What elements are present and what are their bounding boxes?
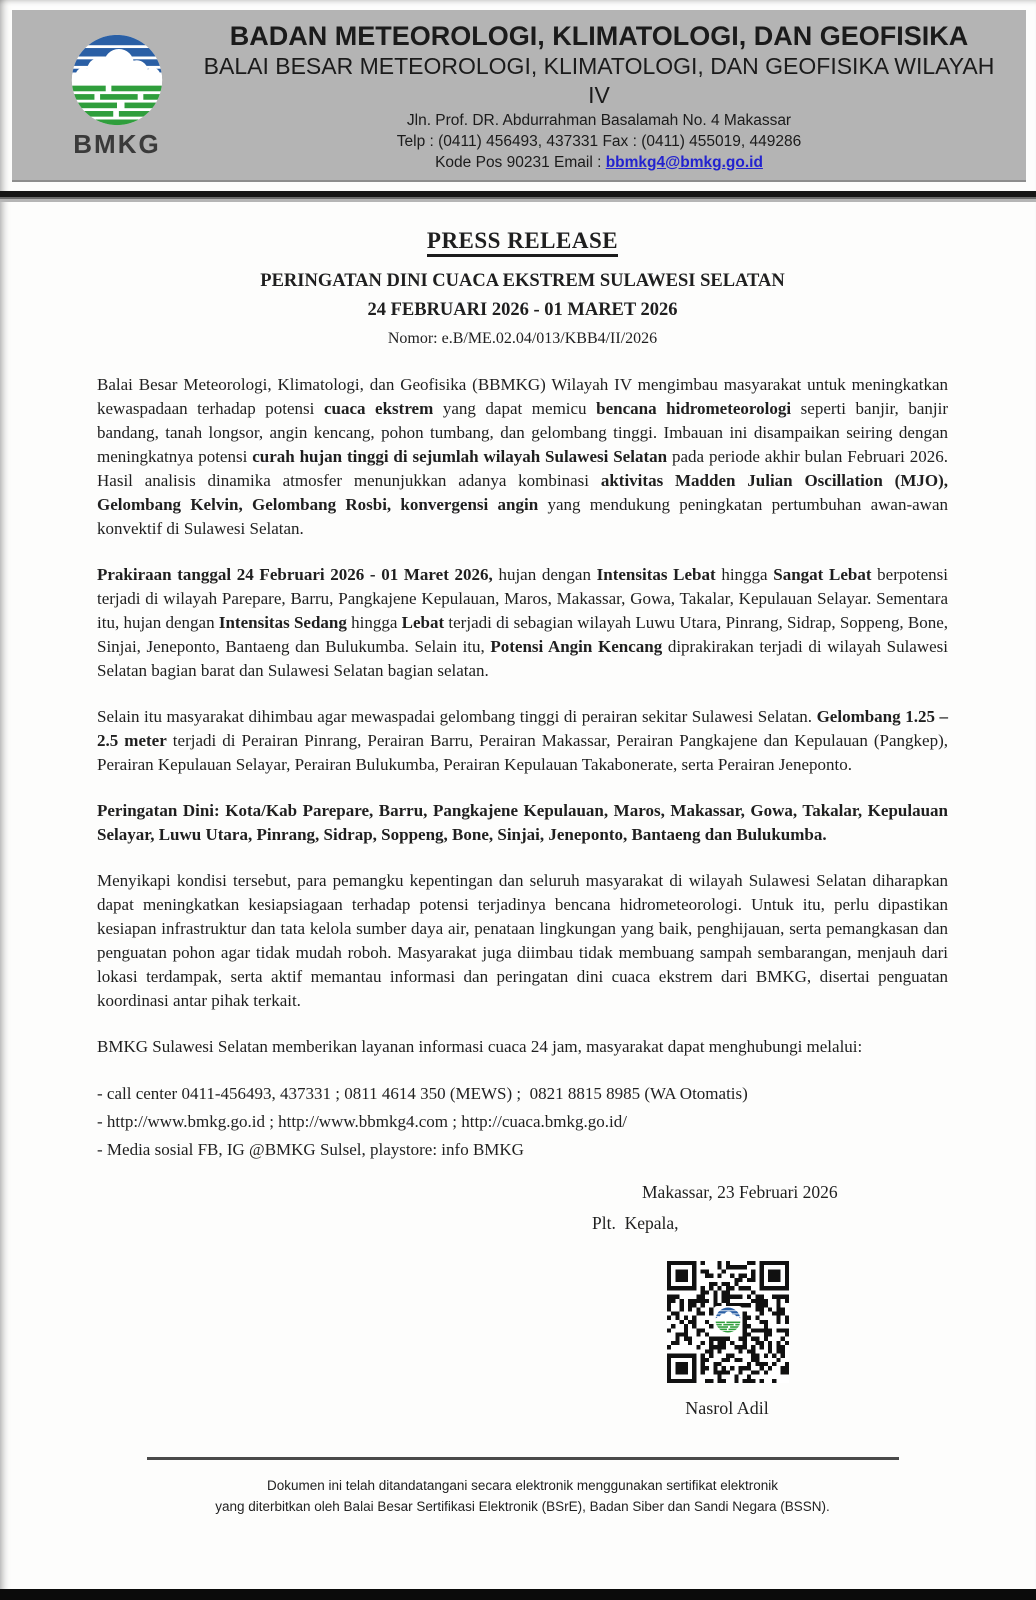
contact-websites: - http://www.bmkg.go.id ; http://www.bbmkg4.com ; http://cuaca.bmkg.go.id/: [97, 1112, 627, 1131]
bmkg-logo-caption: BMKG: [73, 128, 161, 159]
contact-call-center: - call center 0411-456493, 437331 ; 0811 4614 350 (MEWS) ; 0821 8815 8985 (WA Otomatis): [97, 1084, 748, 1103]
letterhead-text: [192, 20, 1006, 173]
contact-social-media: - Media sosial FB, IG @BMKG Sulsel, playstore: info BMKG: [97, 1140, 524, 1159]
qr-center-bmkg-logo-icon: [714, 1306, 742, 1334]
org-address: Jln. Prof. DR. Abdurrahman Basalamah No. 4 Makassar: [406, 111, 792, 129]
org-name-line1: BADAN METEOROLOGI, KLIMATOLOGI, DAN GEOFISIKA: [229, 20, 969, 51]
contact-list: [97, 1080, 948, 1164]
bmkg-logo: [42, 33, 192, 160]
letterhead-divider: [0, 191, 1036, 202]
bmkg-logo-icon: [70, 33, 164, 127]
footer-line2: yang diterbitkan oleh Balai Besar Sertifikasi Elektronik (BSrE), Badan Siber dan Sandi Negara (BSSN).: [215, 1499, 830, 1514]
paragraph-recommendations: Menyikapi kondisi tersebut, para pemangku kepentingan dan seluruh masyarakat di wilayah Sulawesi Selatan diharapkan dapat meningkatkan kesiapsiagaan terhadap potensi terjadinya bencana hidrometeorologi. Untuk itu, perlu dipastikan kesiapan infrastruktur dan tata kelola sumber daya air, penataan lingkungan yang baik, penghijauan, serta pemangkasan dan penguatan pohon agar tidak mudah roboh. Masyarakat juga diimbau tidak membuang sampah sembarangan, menjauh dari lokasi terdampak, serta aktif memantau informasi dan peringatan dini cuaca ekstrem dari BMKG, disertai penguatan koordinasi antar pihak terkait.: [97, 871, 948, 1010]
org-postal-email: [192, 152, 1006, 173]
org-phone: Telp : (0411) 456493, 437331 Fax : (0411) 455019, 449286: [396, 132, 802, 150]
signature-name: Nasrol Adil: [685, 1398, 769, 1418]
paragraph-overview: Balai Besar Meteorologi, Klimatologi, dan Geofisika (BBMKG) Wilayah IV mengimbau masyarakat untuk meningkatkan kewaspadaan terhadap potensi cuaca ekstrem yang dapat memicu bencana hidrometeorologi seperti banjir, banjir bandang, tanah longsor, angin kencang, pohon tumbang, dan gelombang tinggi. Imbauan ini disampaikan seiring dengan meningkatnya potensi curah hujan tinggi di sejumlah wilayah Sulawesi Selatan pada periode akhir bulan Februari 2026. Hasil analisis dinamika atmosfer menunjukkan adanya kombinasi aktivitas Madden Julian Oscillation (MJO), Gelombang Kelvin, Gelombang Rosbi, konvergensi angin yang mendukung peningkatan pertumbuhan awan-awan konvektif di Sulawesi Selatan.: [97, 375, 948, 538]
document-period: 24 FEBRUARI 2026 - 01 MARET 2026: [367, 300, 678, 320]
signature-role: Plt. Kepala,: [592, 1213, 679, 1233]
document-number: Nomor: e.B/ME.02.04/013/KBB4/II/2026: [387, 330, 658, 347]
signature-block: [97, 1180, 948, 1420]
postal-code-label: Kode Pos 90231 Email :: [435, 153, 606, 171]
document-body: [0, 229, 1036, 1517]
signature-place-date: Makassar, 23 Februari 2026: [642, 1182, 838, 1202]
org-name-line2: BALAI BESAR METEOROLOGI, KLIMATOLOGI, DAN GEOFISIKA WILAYAH IV: [203, 52, 995, 108]
document-subject: PERINGATAN DINI CUACA EKSTREM SULAWESI SELATAN: [260, 271, 785, 291]
paragraph-forecast: Prakiraan tanggal 24 Februari 2026 - 01 Maret 2026, hujan dengan Intensitas Lebat hingga Sangat Lebat berpotensi terjadi di wilayah Parepare, Barru, Pangkajene Kepulauan, Maros, Makassar, Gowa, Takalar, Kepulauan Selayar. Sementara itu, hujan dengan Intensitas Sedang hingga Lebat terjadi di sebagian wilayah Luwu Utara, Pinrang, Sidrap, Soppeng, Bone, Sinjai, Jeneponto, Bantaeng dan Bulukumba. Selain itu, Potensi Angin Kencang diprakirakan terjadi di wilayah Sulawesi Selatan bagian barat dan Sulawesi Selatan bagian selatan.: [97, 565, 948, 680]
footer-divider: [147, 1457, 899, 1460]
footer-disclaimer: [97, 1475, 948, 1517]
paragraph-early-warning: Peringatan Dini: Kota/Kab Parepare, Barru, Pangkajene Kepulauan, Maros, Makassar, Gowa, Takalar, Kepulauan Selayar, Luwu Utara, Pinrang, Sidrap, Soppeng, Bone, Sinjai, Jeneponto, Bantaeng dan Bulukumba.: [97, 801, 948, 844]
paragraph-waves: Selain itu masyarakat dihimbau agar mewaspadai gelombang tinggi di perairan sekitar Sulawesi Selatan. Gelombang 1.25 – 2.5 meter terjadi di Perairan Pinrang, Perairan Barru, Perairan Makassar, Perairan Pangkajene dan Kepulauan (Pangkep), Perairan Kepulauan Selayar, Perairan Bulukumba, Perairan Kepulauan Takabonerate, serta Perairan Jeneponto.: [97, 707, 948, 774]
press-release-title: PRESS RELEASE: [97, 229, 948, 253]
signature-qr: [667, 1261, 789, 1383]
contact-intro: BMKG Sulawesi Selatan memberikan layanan informasi cuaca 24 jam, masyarakat dapat menghubungi melalui:: [97, 1037, 863, 1056]
footer-line1: Dokumen ini telah ditandatangani secara elektronik menggunakan sertifikat elektronik: [266, 1478, 779, 1493]
letterhead: [12, 10, 1026, 182]
email-link[interactable]: bbmkg4@bmkg.go.id: [605, 153, 763, 171]
page-bottom-bar: [0, 1589, 1036, 1600]
